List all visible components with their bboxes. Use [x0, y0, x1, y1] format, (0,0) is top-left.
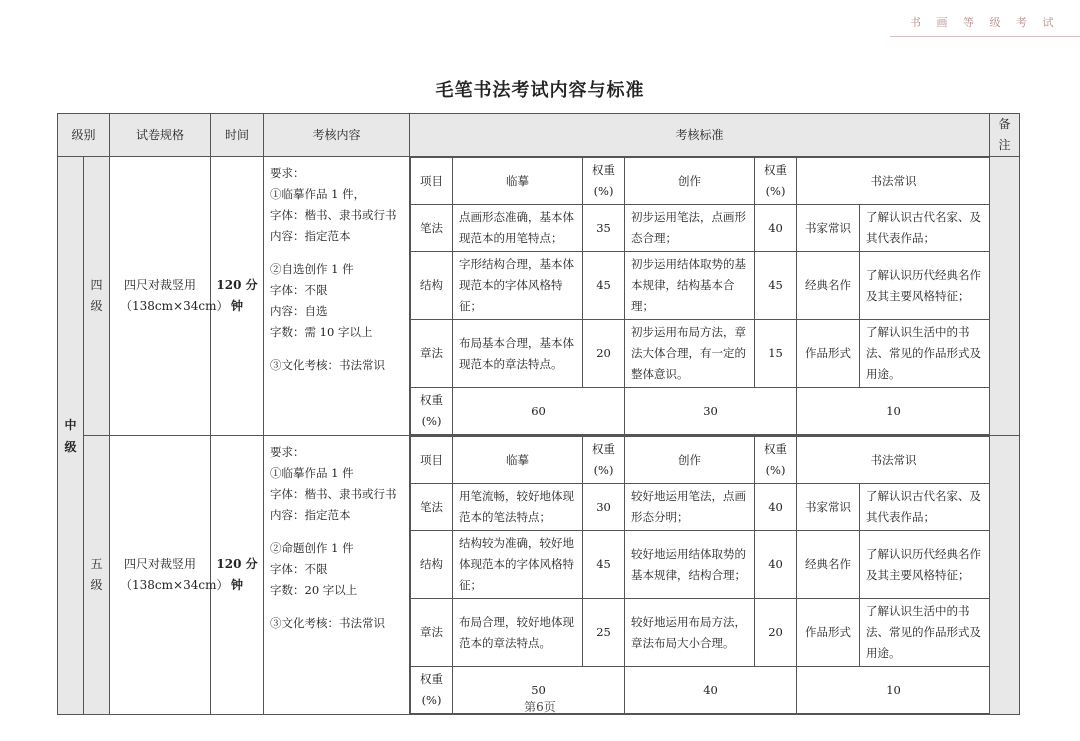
copy-weight: 45: [583, 252, 625, 320]
content-line: 内容：指定范本: [270, 508, 351, 522]
standards-header-row: [411, 437, 991, 484]
create-total: 40: [625, 667, 797, 714]
copy-criteria: 结构较为准确，较好地体现范本的字体风格特征；: [453, 531, 583, 599]
table-header-row: [58, 114, 1020, 157]
knowledge-criteria: 了解认识生活中的书法、常见的作品形式及用途。: [860, 599, 991, 667]
group-label: 中级: [58, 157, 84, 715]
standard-cell: [410, 436, 990, 715]
sub-header-weight: 权重(%): [583, 158, 625, 205]
content-line: ②自选创作 1 件: [270, 262, 354, 276]
col-level: 级别: [58, 114, 110, 157]
standards-row: [411, 484, 991, 531]
content-line: ③文化考核：书法常识: [270, 358, 386, 372]
rank-label: 四级: [84, 157, 110, 436]
exam-time: 120 分钟: [211, 157, 264, 436]
content-line: 字体：不限: [270, 562, 328, 576]
rank-label: 五级: [84, 436, 110, 715]
content-line: 要求：: [270, 166, 305, 180]
knowledge-total: 10: [797, 388, 991, 435]
knowledge-criteria: 了解认识历代经典名作及其主要风格特征；: [860, 531, 991, 599]
item-label: 章法: [411, 599, 453, 667]
standard-cell: [410, 157, 990, 436]
knowledge-category: 书家常识: [797, 205, 860, 252]
content-line: ①临摹作品 1 件，: [270, 187, 366, 201]
standards-row: [411, 252, 991, 320]
header-divider: [890, 36, 1080, 37]
create-weight: 40: [755, 531, 797, 599]
standards-table: [410, 157, 991, 435]
copy-total: 50: [453, 667, 625, 714]
paper-spec: 四尺对裁竖用（138cm×34cm）: [110, 436, 211, 715]
sub-header-copy: 临摹: [453, 158, 583, 205]
item-label: 结构: [411, 252, 453, 320]
col-note: 备注: [990, 114, 1020, 157]
standards-row: [411, 531, 991, 599]
sub-header-weight: 权重(%): [583, 437, 625, 484]
standards-header-row: [411, 158, 991, 205]
create-criteria: 较好地运用笔法，点画形态分明；: [625, 484, 755, 531]
note-cell: [990, 436, 1020, 715]
copy-criteria: 字形结构合理，基本体现范本的字体风格特征；: [453, 252, 583, 320]
copy-weight: 20: [583, 320, 625, 388]
create-total: 30: [625, 388, 797, 435]
standards-row: [411, 320, 991, 388]
totals-row: [411, 388, 991, 435]
copy-weight: 35: [583, 205, 625, 252]
spacer: [270, 526, 403, 538]
exam-table: [57, 113, 1020, 715]
content-line: 字数：需 10 字以上: [270, 325, 373, 339]
create-criteria: 初步运用布局方法，章法大体合理，有一定的整体意识。: [625, 320, 755, 388]
create-criteria: 较好地运用布局方法，章法布局大小合理。: [625, 599, 755, 667]
sub-header-item: 项目: [411, 437, 453, 484]
copy-criteria: 布局基本合理，基本体现范本的章法特点。: [453, 320, 583, 388]
knowledge-category: 作品形式: [797, 320, 860, 388]
knowledge-category: 经典名作: [797, 252, 860, 320]
knowledge-criteria: 了解认识生活中的书法、常见的作品形式及用途。: [860, 320, 991, 388]
content-line: 字数：20 字以上: [270, 583, 358, 597]
totals-label: 权重(%): [411, 388, 453, 435]
copy-total: 60: [453, 388, 625, 435]
sub-header-knowledge: 书法常识: [797, 437, 991, 484]
spacer: [270, 601, 403, 613]
content-line: 要求：: [270, 445, 305, 459]
item-label: 章法: [411, 320, 453, 388]
content-cell: [264, 436, 410, 715]
copy-weight: 25: [583, 599, 625, 667]
col-paper: 试卷规格: [110, 114, 211, 157]
content-cell: [264, 157, 410, 436]
item-label: 笔法: [411, 205, 453, 252]
sub-header-create: 创作: [625, 437, 755, 484]
copy-weight: 45: [583, 531, 625, 599]
create-criteria: 初步运用笔法，点画形态合理；: [625, 205, 755, 252]
copy-weight: 30: [583, 484, 625, 531]
create-weight: 45: [755, 252, 797, 320]
sub-header-weight: 权重(%): [755, 158, 797, 205]
content-line: 内容：自选: [270, 304, 328, 318]
sub-header-item: 项目: [411, 158, 453, 205]
copy-criteria: 布局合理，较好地体现范本的章法特点。: [453, 599, 583, 667]
content-line: ①临摹作品 1 件: [270, 466, 354, 480]
exam-time: 120 分钟: [211, 436, 264, 715]
knowledge-total: 10: [797, 667, 991, 714]
create-weight: 20: [755, 599, 797, 667]
knowledge-category: 书家常识: [797, 484, 860, 531]
create-criteria: 较好地运用结体取势的基本规律，结构合理；: [625, 531, 755, 599]
content-line: 内容：指定范本: [270, 229, 351, 243]
copy-criteria: 点画形态准确，基本体现范本的用笔特点；: [453, 205, 583, 252]
page-number: 第6页: [524, 700, 556, 714]
knowledge-category: 经典名作: [797, 531, 860, 599]
content-line: 字体：楷书、隶书或行书: [270, 487, 397, 501]
create-weight: 40: [755, 205, 797, 252]
item-label: 笔法: [411, 484, 453, 531]
content-line: 字体：不限: [270, 283, 328, 297]
header-tag: 书 画 等 级 考 试: [910, 16, 1060, 29]
content-line: 字体：楷书、隶书或行书: [270, 208, 397, 222]
sub-header-knowledge: 书法常识: [797, 158, 991, 205]
knowledge-criteria: 了解认识古代名家、及其代表作品；: [860, 484, 991, 531]
create-criteria: 初步运用结体取势的基本规律，结构基本合理；: [625, 252, 755, 320]
knowledge-category: 作品形式: [797, 599, 860, 667]
col-time: 时间: [211, 114, 264, 157]
spacer: [270, 343, 403, 355]
standards-row: [411, 205, 991, 252]
knowledge-criteria: 了解认识古代名家、及其代表作品；: [860, 205, 991, 252]
sub-header-weight: 权重(%): [755, 437, 797, 484]
standards-table: [410, 436, 991, 714]
create-weight: 15: [755, 320, 797, 388]
create-weight: 40: [755, 484, 797, 531]
content-line: ②命题创作 1 件: [270, 541, 354, 555]
paper-spec: 四尺对裁竖用（138cm×34cm）: [110, 157, 211, 436]
col-content: 考核内容: [264, 114, 410, 157]
standards-row: [411, 599, 991, 667]
table-row: [58, 436, 1020, 715]
copy-criteria: 用笔流畅，较好地体现范本的笔法特点；: [453, 484, 583, 531]
item-label: 结构: [411, 531, 453, 599]
note-cell: [990, 157, 1020, 436]
content-line: ③文化考核：书法常识: [270, 616, 386, 630]
table-row: [58, 157, 1020, 436]
totals-label: 权重(%): [411, 667, 453, 714]
sub-header-create: 创作: [625, 158, 755, 205]
sub-header-copy: 临摹: [453, 437, 583, 484]
spacer: [270, 247, 403, 259]
knowledge-criteria: 了解认识历代经典名作及其主要风格特征；: [860, 252, 991, 320]
page-title: 毛笔书法考试内容与标准: [435, 80, 645, 101]
col-standard: 考核标准: [410, 114, 990, 157]
